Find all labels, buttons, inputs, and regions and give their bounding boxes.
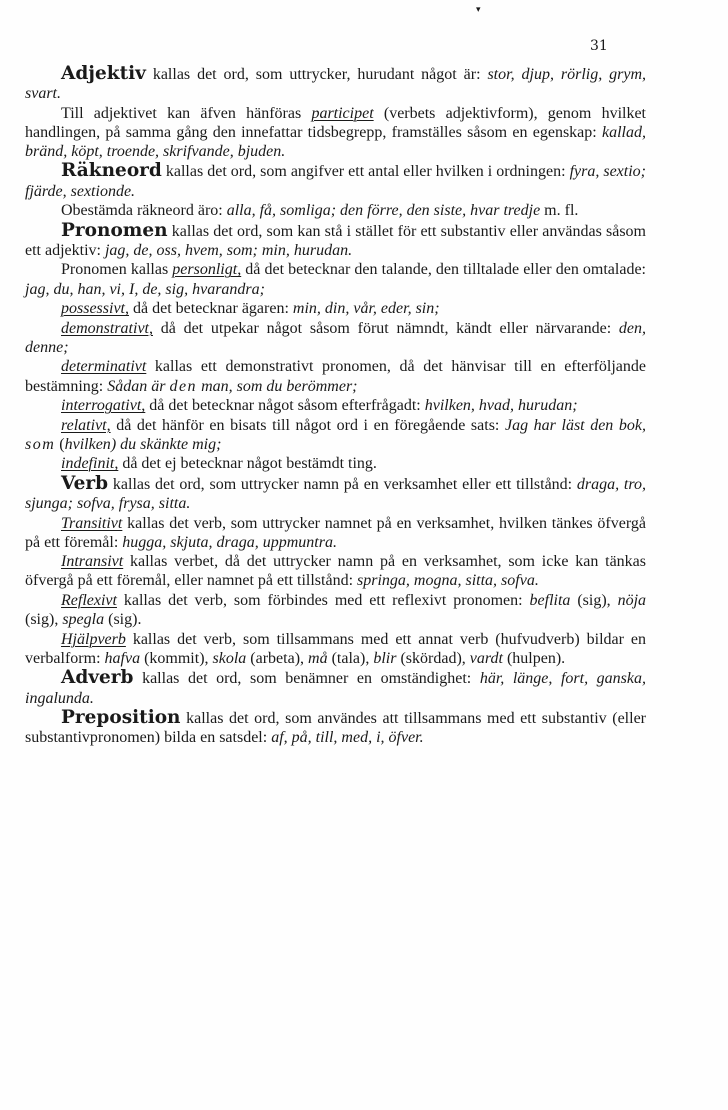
- page-mark: ▾: [476, 5, 481, 15]
- paragraph-participle: Till adjektivet kan äfven hänföras participet (verbets adjektivform), genom hvilket handlingen, på samma gång den innefattar tidsbegrepp, framställes såsom en egenskap: kallad, bränd, köpt, troende, skrifvande, bjuden.: [25, 104, 647, 160]
- paragraph-interrogativt: interrogativt, då det betecknar något såsom efterfrågadt: hvilken, hvad, hurudan;: [61, 397, 578, 415]
- paragraph-personligt: Pronomen kallas personligt, då det betecknar den talande, den tilltalade eller den omtalade: jag, du, han, vi, I, de, sig, hvarandra;: [25, 261, 647, 298]
- term-verb: Verb: [61, 472, 109, 494]
- paragraph-obestamda: Obestämda räkneord äro: alla, få, somliga; den förre, den siste, hvar tredje m. fl.: [61, 202, 579, 220]
- paragraph-pronomen: Pronomen kallas det ord, som kan stå i stället för ett substantiv eller användas såsom ett adjektiv: jag, de, oss, hvem, som; min, hurudan.: [25, 219, 646, 259]
- term-preposition: Preposition: [61, 707, 181, 729]
- paragraph-determinativt: determinativt kallas ett demonstrativt pronomen, då det hänvisar till en efterföljande bestämning: Sådan är den man, som du berömmer;: [25, 358, 646, 395]
- paragraph-indefinit: indefinit, då det ej betecknar något bestämdt ting.: [61, 455, 377, 473]
- term-adverb: Adverb: [61, 667, 134, 689]
- paragraph-reflexivt: Reflexivt kallas det verb, som förbindes med ett reflexivt pronomen: beflita (sig), nöja (sig), spegla (sig).: [25, 592, 647, 629]
- paragraph-rakneord: Räkneord kallas det ord, som angifver ett antal eller hvilken i ordningen: fyra, sextio; fjärde, sextionde.: [25, 160, 647, 200]
- paragraph-demonstrativt: demonstrativt, då det utpekar något såsom förut nämndt, kändt eller närvarande: den, denne;: [25, 319, 646, 356]
- paragraph-hjalpverb: Hjälpverb kallas det verb, som tillsammans med ett annat verb (hufvudverb) bildar en verbalform: hafva (kommit), skola (arbeta), må (tala), blir (skördad), vardt (hulpen).: [25, 630, 646, 667]
- paragraph-adverb: Adverb kallas det ord, som benämner en omständighet: här, länge, fort, ganska, ingalunda.: [25, 667, 647, 707]
- paragraph-possessivt: possessivt, då det betecknar ägaren: min, din, vår, eder, sin;: [61, 300, 440, 318]
- paragraph-transitivt: Transitivt kallas det verb, som uttrycker namnet på en verksamhet, hvilken tänkes öfvergå på ett föremål: hugga, skjuta, draga, uppmuntra.: [25, 514, 646, 551]
- page-number: 31: [590, 38, 608, 54]
- paragraph-verb: Verb kallas det ord, som uttrycker namn på en verksamhet eller ett tillstånd: draga, tro, sjunga; sofva, frysa, sitta.: [25, 472, 646, 513]
- paragraph-intransitivt: Intransivt kallas verbet, då det uttrycker namn på en verksamhet, som icke kan tänkas öfvergå på ett föremål, eller namnet på ett tillstånd: springa, mogna, sitta, sofva.: [25, 553, 646, 590]
- term-rakneord: Räkneord: [61, 160, 162, 182]
- paragraph-relativt: relativt, då det hänför en bisats till något ord i en föregående sats: Jag har läst den bok, som (hvilken) du skänkte mig;: [25, 416, 646, 453]
- paragraph-adjektiv: Adjektiv kallas det ord, som uttrycker, hurudant något är: stor, djup, rörlig, grym, svart.: [25, 63, 647, 103]
- term-pronomen: Pronomen: [61, 219, 168, 241]
- term-adjektiv: Adjektiv: [61, 63, 146, 84]
- paragraph-preposition: Preposition kallas det ord, som användes att tillsammans med ett substantiv (eller substantivpronomen) bilda en satsdel: af, på, till, med, i, öfver.: [25, 707, 646, 747]
- page-text: [25, 64, 646, 748]
